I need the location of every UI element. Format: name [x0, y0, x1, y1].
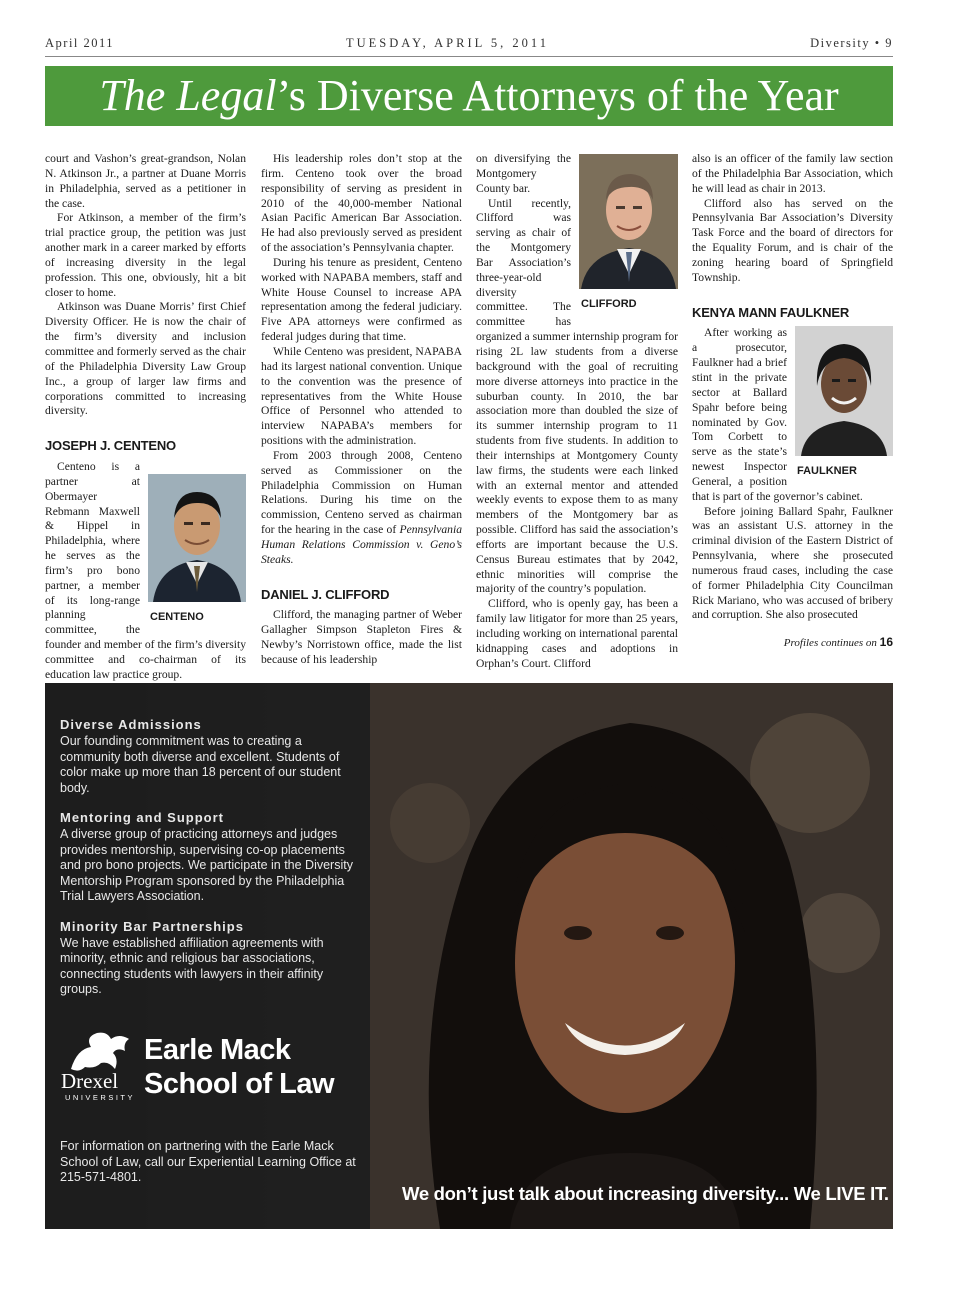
centeno-photo-block: [148, 474, 246, 625]
school-name: [144, 1033, 334, 1101]
paragraph: court and Vashon’s great-grandson, Nolan N. Atkinson Jr., a partner at Duane Morris in Philadelphia, served as a petitioner in the case.: [45, 152, 246, 210]
clifford-photo-block: [579, 154, 678, 312]
ad-copy: [60, 717, 358, 1012]
photo-caption-centeno: CENTENO: [150, 610, 204, 623]
paragraph: For Atkinson, a member of the firm’s trial practice group, the petition was just another mark in a career marked by efforts of increasing diversity in the legal profession. This one, obviously, hit a bit closer to home.: [45, 211, 246, 299]
paragraph: Before joining Ballard Spahr, Faulkner was an assistant U.S. attorney in the criminal division of the Eastern District of Pennsylvania, where she prosecuted numerous fraud cases, including the case of former Philadelphia City Councilman Rick Mariano, who was accused of bribery and corruption. She also prosecuted: [692, 504, 893, 622]
paragraph: His leadership roles don’t stop at the firm. Centeno took over the broad responsibility of serving as president in 2010 of the 40,000-member National Asian Pacific American Bar Association. He had also previously served as president of the association’s Pennsylvania chapter.: [261, 152, 462, 255]
faulkner-portrait-photo: [795, 326, 893, 456]
article-column-1: [45, 152, 246, 683]
ad-text-panel: [45, 683, 370, 1229]
continuation-text: Profiles continues on: [783, 637, 877, 650]
ad-contact-block: [60, 1139, 358, 1200]
case-name: Pennsylvania Human Relations Commission v. Geno’s Steaks.: [261, 523, 462, 566]
banner-italic: The Legal: [99, 71, 277, 120]
paragraph: Clifford also has served on the Pennsylvania Bar Association’s Diversity Task Force and the board of directors for the Equality Forum, and is chair of the zoning hearing board of Springfield Township.: [692, 196, 893, 284]
school-name-line-1: Earle Mack: [144, 1034, 291, 1066]
folio-issue-date: TUESDAY, APRIL 5, 2011: [346, 36, 549, 50]
drexel-law-advertisement: [45, 683, 893, 1229]
paragraph: on diversifying the Montgomery County bar.: [476, 152, 571, 195]
profile-heading-clifford: DANIEL J. CLIFFORD: [261, 586, 390, 602]
paragraph: Atkinson was Duane Morris’ first Chief Diversity Officer. He is now the chair of the firm’s diversity and inclusion committee and formerly served as the chair of the Philadelphia Diversity Law Group Inc., a group of larger law firms and corporations committed to increasing diversity.: [45, 300, 246, 418]
drexel-university-wordmark: UNIVERSITY: [65, 1093, 136, 1102]
ad-tagline: We don’t just talk about increasing diversity... We LIVE IT.: [402, 1183, 889, 1204]
paragraph: [261, 449, 462, 568]
header-rule: [45, 56, 893, 57]
profile-heading-centeno: JOSEPH J. CENTENO: [45, 438, 176, 454]
folio-section-page: Diversity • 9: [810, 36, 893, 50]
faulkner-photo-block: [795, 326, 893, 479]
photo-caption-faulkner: FAULKNER: [797, 465, 857, 478]
article-column-2: [261, 152, 462, 668]
ad-heading-partnerships: Minority Bar Partnerships: [60, 918, 244, 934]
folio-date: April 2011: [45, 36, 115, 50]
paragraph: Until recently, Clifford was serving as chair of the Montgomery Bar Association’s three-year-old diversity committee. The committee has organized a summer internship program for rising 2L law students from a diverse background with the goal of recruiting more diverse attorneys into practice in the suburban county. In 2010, the bar association more than doubled the size of its summer internship program to 11 students from five students. In addition to their internships at Montgomery County law firms, the students were each linked with an external mentor and attended weekly events to expose them to as many members of the Montgomery bar as possible. Clifford has said the association’s efforts are important because the U.S. Census Bureau estimates that by 2042, ethnic minorities will comprise the majority of the country’s population.: [476, 196, 678, 596]
paragraph: After working as a prosecutor, Faulkner had a brief stint in the private sector at Ballard Spahr before being nominated by Gov. Tom Corbett to serve as the state’s newest Inspector General, a position that is part of the governor’s cabinet.: [692, 326, 863, 503]
paragraph: Centeno is a partner at Obermayer Rebmann Maxwell & Hippel in Philadelphia, where he serves as the firm’s pro bono partner, a member of its long-range planning committee, the founder and member of the firm’s diversity committee and co-chairman of its education law practice group.: [45, 460, 246, 681]
drexel-wordmark: Drexel: [61, 1069, 119, 1093]
ad-heading-admissions: Diverse Admissions: [60, 717, 202, 732]
ad-body-partnerships: We have established affiliation agreements with minority, ethnic and religious bar associations, connecting students with lawyers in their affinity groups.: [60, 935, 324, 996]
clifford-portrait-photo: [579, 154, 678, 289]
continuation-page: 16: [879, 635, 893, 650]
ad-body-admissions: Our founding commitment was to creating a community both diverse and excellent. Students of color make up more than 18 percent of our student body.: [60, 734, 341, 795]
ad-photo-student: [370, 683, 893, 1229]
banner-title: ’s Diverse Attorneys of the Year: [276, 71, 839, 120]
ad-heading-mentoring: Mentoring and Support: [60, 810, 224, 825]
profile-heading-faulkner: KENYA MANN FAULKNER: [692, 304, 850, 320]
school-name-line-2: School of Law: [144, 1068, 335, 1100]
ad-contact-info: For information on partnering with the Earle Mack School of Law, call our Experiential Learning Office at 215-571-4801.: [60, 1139, 356, 1184]
photo-caption-clifford: CLIFFORD: [581, 297, 637, 310]
paragraph: Clifford, the managing partner of Weber Gallagher Simpson Stapleton Fires & Newby’s Norristown office, made the list because of his leadership: [261, 608, 462, 666]
paragraph-text: From 2003 through 2008, Centeno served as Commissioner on the Philadelphia Commission on Human Relations. During his time on the commission, Centeno served as chairman for the hearing in the case of: [261, 448, 462, 537]
paragraph: While Centeno was president, NAPABA had its largest national convention. Unique to the convention was the presence of representatives from the White House Office of Personnel who attended to interview NAPABA’s members for positions with the administration.: [261, 344, 462, 448]
centeno-portrait-photo: [148, 474, 246, 602]
paragraph: also is an officer of the family law section of the Philadelphia Bar Association, which he will lead as chair in 2013.: [692, 152, 893, 195]
paragraph: Clifford, who is openly gay, has been a family law litigator for more than 25 years, including working on international parental kidnapping cases and adoptions in Orphan’s Court. Clifford: [476, 597, 678, 670]
section-banner: [45, 66, 893, 126]
drexel-dragon-logo-icon: [67, 1029, 135, 1073]
ad-body-mentoring: A diverse group of practicing attorneys and judges provides mentorship, supervising co-op placements and pro bono projects. We participate in the Diversity Mentorship Program sponsored by the Philadelphia Trial Lawyers Association.: [60, 827, 353, 903]
continuation-note: [692, 635, 893, 651]
article-column-3: [476, 152, 678, 672]
article-column-4: [692, 152, 893, 651]
paragraph: During his tenure as president, Centeno worked with NAPABA members, staff and White House Counsel to increase APA representation among the federal judiciary. Five APA attorneys were confirmed as federal judges during that time.: [261, 255, 462, 344]
